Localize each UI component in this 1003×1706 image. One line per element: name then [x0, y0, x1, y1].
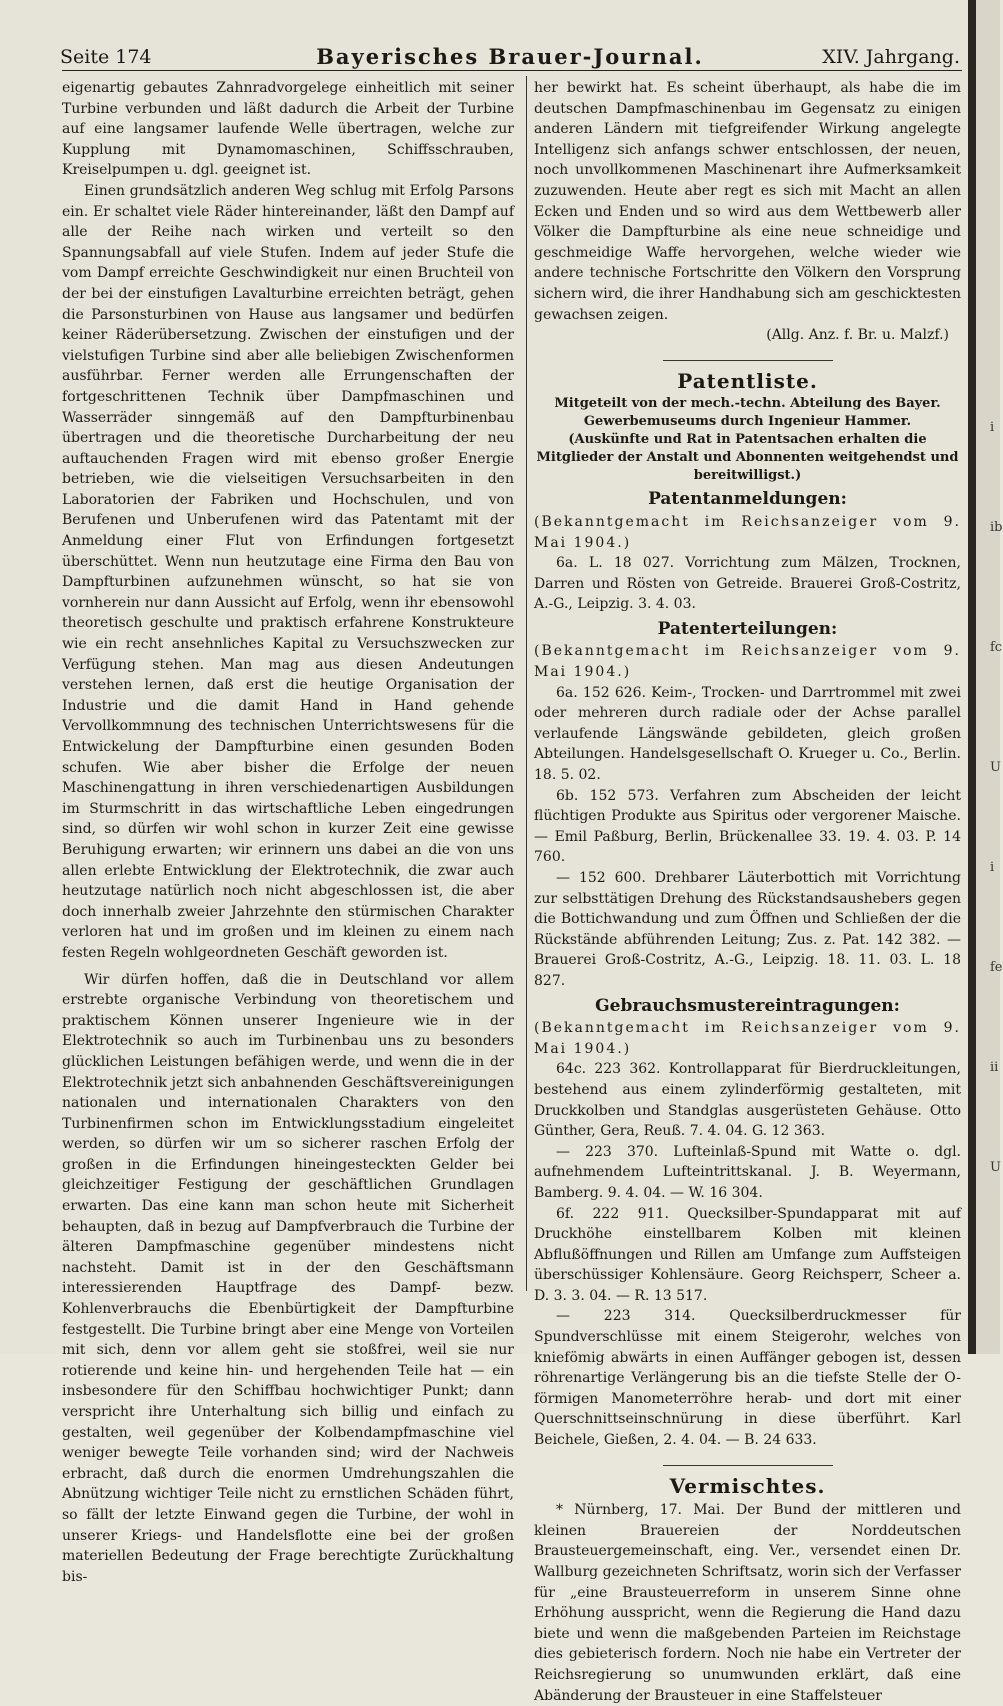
patent-entry: 6a. 152 626. Keim-, Trocken- und Darrtrommel mit zwei oder mehreren durch radiale oder der Achse parallel verlaufende Längswände gebildeten, gleich großen Abteilungen. Handelsgesellschaft O. Krueger u. Co., Berlin. 18. 5. 02. [534, 684, 961, 784]
anmeldungen-heading: Patentanmeldungen: [648, 489, 847, 510]
patent-entry: 64c. 223 362. Kontrollapparat für Bierdruckleitungen, bestehend aus einem zylinderförmig gestalteten, mit Druckkolben und Standglas ausgerüsteten Gehäuse. Otto Günther, Gera, Reuß. 7. 4. 04. G. 12 363. [534, 1061, 961, 1140]
adjacent-page-strip [976, 0, 1003, 1354]
article-source: (Allg. Anz. f. Br. u. Malzf.) [766, 327, 949, 344]
edge-fragment: U [990, 1160, 1001, 1175]
gebrauchsmuster-heading: Gebrauchsmustereintragungen: [595, 995, 900, 1016]
patent-credit: Mitgeteilt von der mech.-techn. Abteilung des Bayer. Gewerbemuseums durch Ingenieur Hammer. [554, 396, 941, 430]
news-item: * Nürnberg, 17. Mai. Der Bund der mittleren und kleinen Brauereien der Norddeutschen Brausteuergemeinschaft, eing. Ver., versendet einen Dr. Wallburg gezeichneten Schriftsatz, worin sich der Verfasser für „eine Brausteuerreform in unserem Sinne ohne Erhöhung ausspricht, wenn die Regierung die Hand dazu biete und wenn die maßgebenden Parteien im Reichstage dies gebieterisch fordern. Noch nie habe ein Vertreter der Reichsregierung so unumwunden erklärt, daß eine Abänderung der Brausteuer in eine Staffelsteuer [534, 1502, 961, 1704]
patent-note: (Auskünfte und Rat in Patentsachen erhalten die Mitglieder der Anstalt und Abonnenten weitgehendst und bereitwilligst.) [536, 432, 959, 484]
article-paragraph: Einen grundsätzlich anderen Weg schlug mit Erfolg Parsons ein. Er schaltet viele Räder hintereinander, läßt den Dampf auf alle der Reihe nach wirken und verteilt so den Spannungsabfall auf viele Stufen. Indem auf jeder Stufe die vom Dampf erreichte Geschwindigkeit nur einen Bruchteil von der bei der einstufigen Lavalturbine erreichten beträgt, gehen die Parsonsturbinen von Hause aus langsamer und bedürfen keiner Räderübersetzung. Zwischen der einstufigen und der vielstufigen Turbine sind aber alle beliebigen Zwischenformen ausführbar. Ferner werden alle Errungenschaften der fortgeschrittenen Technik über Dampfmaschinen und Wasserräder sinngemäß auf den Dampfturbinenbau übertragen und die theoretische Durcharbeitung der neu auftauchenden Fragen wird mit ebenso großer Energie betrieben, wie die vielseitigen Versuchsarbeiten in den Laboratorien der Fabriken und Hochschulen, und von Berufenen und Unberufenen wird das Patentamt mit der Anmeldung einer Flut von Erfindungen fortgesetzt überschüttet. Wenn nun heutzutage eine Firma den Bau von Dampfturbinen aufzunehmen wünscht, so hat sie von vornherein nur dann Aussicht auf Erfolg, wenn ihr ebensowohl theoretisch geschulte und praktisch erfahrene Konstrukteure wie ein recht ansehnliches Kapital zu Versuchszwecken zur Verfügung stehen. Man mag aus diesen Andeutungen verstehen lernen, daß erst die heutige Organisation der Industrie und die damit Hand in Hand gehende Vervollkommnung des technischen Unterrichtswesens für die Entwickelung der Dampfturbine einen gesunden Boden schufen. Wie aber bisher die Erfolge der neuen Maschinengattung in ihren verschiedenartigen Ausbildungen im Sturmschritt in das wirtschaftliche Leben eingedrungen sind, so dürfen wir wohl schon in kurzer Zeit eine gewisse Beruhigung erwarten; wir erinnern uns dabei an die von uns allen erlebte Entwicklung der Elektrotechnik, die zwar auch heutzutage natürlich noch nicht abgeschlossen ist, die aber doch innerhalb zweier Jahrzehnte den stürmischen Charakter verloren hat und im großen und im kleinen zu einem nach festen Regeln wohlgeordneten Geschäft geworden ist. [62, 182, 514, 961]
edge-fragment: fc [990, 640, 1003, 655]
section-rule [663, 360, 833, 361]
patent-list-title: Patentliste. [677, 368, 818, 393]
edge-fragment: fe [990, 960, 1003, 975]
edge-fragment: ii [990, 1060, 999, 1075]
journal-title: Bayerisches Brauer-Journal. [316, 44, 704, 69]
page-number: Seite 174 [60, 46, 152, 68]
patent-entry: 6f. 222 911. Quecksilber-Spundapparat mit auf Druckhöhe einstellbarem Kolben mit kleinen Abflußöffnungen und Rillen am Umfange zum Auffsteigen überschüssiger Kohlensäure. Georg Reichsperr, Scheer a. D. 3. 3. 04. — R. 13 517. [534, 1205, 961, 1304]
patent-entry: 6a. L. 18 027. Vorrichtung zum Mälzen, Trocknen, Darren und Rösten von Getreide. Brauerei Groß-Costritz, A.-G., Leipzig. 3. 4. 03. [534, 555, 961, 613]
column-divider [526, 76, 527, 1291]
article-paragraph: eigenartig gebautes Zahnradvorgelege einheitlich mit seiner Turbine verbunden und läßt dadurch die Arbeit der Turbine auf eine langsamer laufende Welle übertragen, welche zur Kupplung mit Dynamomaschinen, Schiffsschrauben, Kreiselpumpen u. dgl. geeignet ist. [62, 80, 514, 179]
patent-entry: 6b. 152 573. Verfahren zum Abscheiden der leicht flüchtigen Produkte aus Spiritus oder vergorener Maische. — Emil Paßburg, Berlin, Brückenallee 33. 19. 4. 03. P. 14 760. [534, 787, 961, 866]
anmeldungen-notice: (Bekanntgemacht im Reichsanzeiger vom 9. Mai 1904.) [534, 513, 961, 551]
edge-fragment: i [990, 860, 995, 875]
patent-entry: — 223 314. Quecksilberdruckmesser für Spundverschlüsse mit einem Steigerohr, welches von kniefömig abwärts in einen Auffänger gebogen ist, dessen röhrenartige Verlängerung bis an die tiefste Stelle der O-förmigen Manometerröhre herab- und dort mit einer Querschnittseinschnürung in diese überführt. Karl Beichele, Gießen, 2. 4. 04. — B. 24 633. [534, 1308, 961, 1449]
patent-entry: — 223 370. Lufteinlaß-Spund mit Watte o. dgl. aufnehmendem Lufteintrittskanal. J. B. Weyermann, Bamberg. 9. 4. 04. — W. 16 304. [534, 1143, 961, 1201]
right-column [534, 78, 961, 1706]
section-rule [663, 1465, 833, 1466]
patent-entry: — 152 600. Drehbarer Läuterbottich mit Vorrichtung zur selbsttätigen Drehung des Rückstandsaushebers gegen die Bottichwandung und zum Öffnen und Schließen der die Rückstände abführenden Leitung; Zus. z. Pat. 142 382. — Brauerei Groß-Costritz, A.-G., Leipzig. 18. 11. 03. L. 18 827. [534, 870, 961, 989]
erteilungen-heading: Patenterteilungen: [657, 618, 838, 639]
header-rule [62, 70, 962, 71]
erteilungen-notice: (Bekanntgemacht im Reichsanzeiger vom 9. Mai 1904.) [534, 643, 961, 681]
article-paragraph: Wir dürfen hoffen, daß die in Deutschland vor allem erstrebte organische Verbindung von theoretischem und praktischem Können unserer Ingenieure wie in der Elektrotechnik so auch im Turbinenbau uns zu besonders glücklichen Leistungen befähigen werde, und wenn die in der Elektrotechnik jetzt sich anbahnenden Geschäftsvereinigungen nationalen und internationalen Charakters von den Turbinenfirmen schon im Entwicklungsstadium eingeleitet werden, so dürfen wir um so sicherer raschen Erfolg der großen in die Erfindungen hineingesteckten Gelder bei gleichzeitiger Festigung der geschäftlichen Grundlagen erwarten. Das eine kann man schon heute mit Sicherheit behaupten, daß in bezug auf Dampfverbrauch die Turbine der älteren Dampfmaschine gegenüber mindestens nicht nachsteht. Damit ist in der den Geschäftsmann interessierenden Hauptfrage des Dampf- bezw. Kohlenverbrauchs die Ebenbürtigkeit der Dampfturbine festgestellt. Die Turbine bringt aber eine Menge von Vorteilen mit sich, denn vor allem geht sie stoßfrei, weil sie nur rotierende und keine hin- und hergehenden Teile hat — ein insbesondere für den Schiffbau hochwichtiger Punkt; dann verspricht ihre Unterhaltung sich billig und einfach zu gestalten, weil gegenüber der Kolbendampfmaschine viel weniger bewegte Teile vorhanden sind; wird der Nachweis erbracht, daß durch die enormen Umdrehungszahlen die Abnützung wichtiger Teile nicht zu ernstlichen Schäden führt, so fällt der letzte Einwand gegen die Turbine, der wohl in unserer Kriegs- und Handelsflotte eine bei der großen materiellen Bedeutung der Frage berechtigte Zurückhaltung bis- [62, 971, 514, 1585]
edge-fragment: ib [990, 520, 1003, 535]
gebrauchsmuster-notice: (Bekanntgemacht im Reichsanzeiger vom 9. Mai 1904.) [534, 1020, 961, 1057]
left-column [62, 78, 514, 1587]
edge-fragment: U [990, 760, 1001, 775]
volume-label: XIV. Jahrgang. [822, 46, 960, 68]
article-continuation: her bewirkt hat. Es scheint überhaupt, als habe die im deutschen Dampfmaschinenbau im Gegensatz zu einigen anderen Ländern mit tiefgreifender Wirkung angelegte Intelligenz sich anfangs schwer entschlossen, der neuen, noch unvollkommenen Maschinenart ihre Aufmerksamkeit zuzuwenden. Heute aber regt es sich mit Macht an allen Ecken und Enden und so wird aus dem Wettbewerb aller Völker die Dampfturbine als eine neue schneidige und geschmeidige Waffe hervorgehen, welche wieder wie andere technische Fortschritte den Völkern den Vorsprung sichern wird, die ihrer Handhabung sich am geschicktesten gewachsen zeigen. [534, 80, 961, 323]
vermischtes-title: Vermischtes. [669, 1473, 826, 1498]
edge-fragment: i [990, 420, 995, 435]
adjacent-page-edge [968, 0, 1003, 1354]
